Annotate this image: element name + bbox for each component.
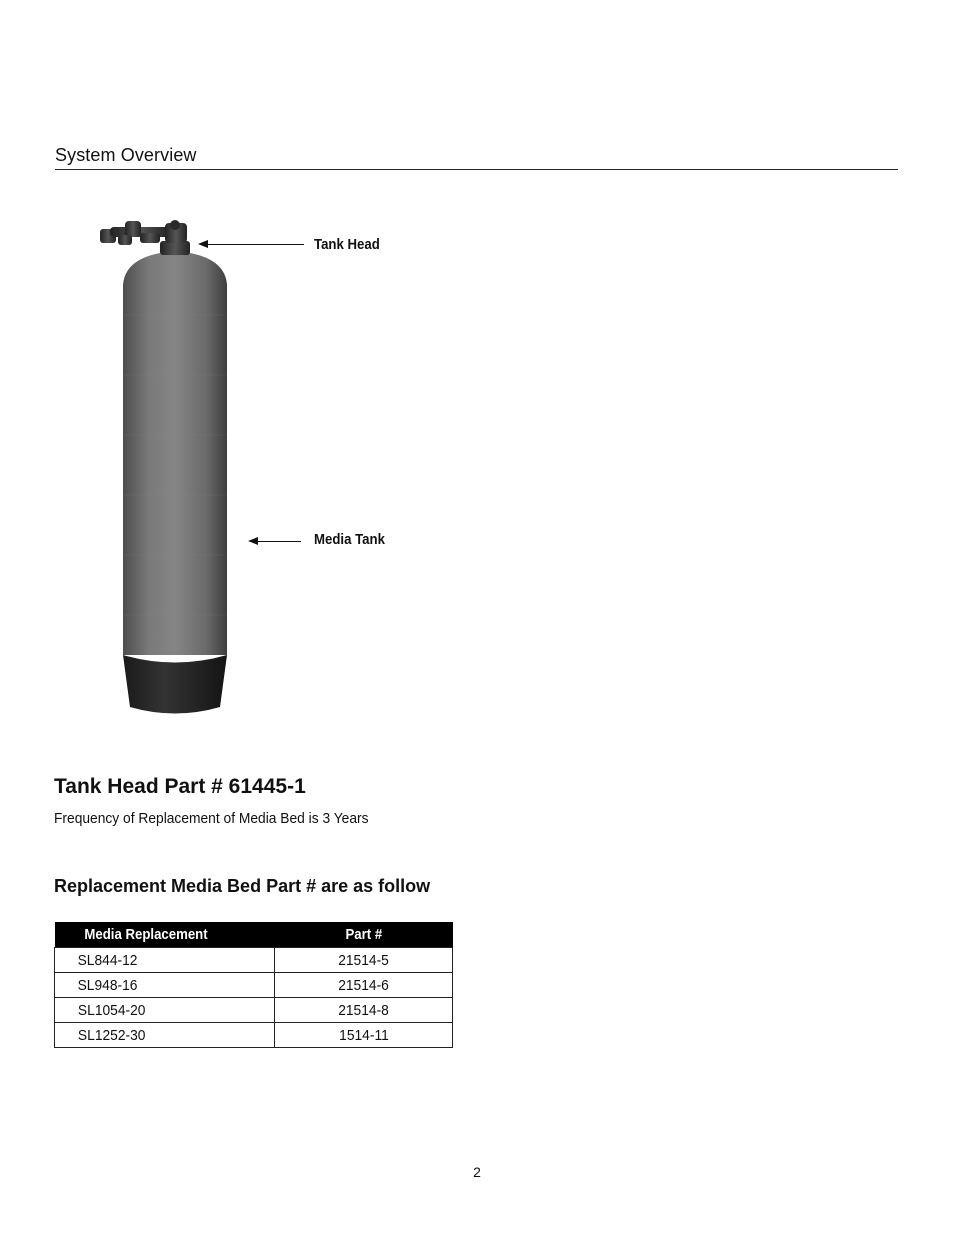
table-header-row	[55, 922, 453, 948]
part-cell: 21514-8	[275, 998, 453, 1023]
part-cell: 1514-11	[275, 1023, 453, 1048]
tank-base	[123, 655, 227, 714]
column-header-part: Part #	[275, 922, 453, 948]
media-tank-label: Media Tank	[314, 531, 385, 548]
page-number: 2	[473, 1164, 481, 1180]
section-divider	[55, 169, 898, 170]
media-replacement-table	[54, 922, 453, 1048]
media-cell: SL844-12	[55, 948, 275, 973]
media-tank-callout-line	[256, 541, 301, 542]
table-row	[55, 998, 453, 1023]
table-row	[55, 948, 453, 973]
table-row	[55, 1023, 453, 1048]
table-row	[55, 973, 453, 998]
tank-neck	[160, 241, 190, 255]
column-header-media: Media Replacement	[55, 922, 275, 948]
media-cell: SL1252-30	[55, 1023, 275, 1048]
media-bed-heading: Replacement Media Bed Part # are as follow	[54, 876, 431, 896]
valve-head	[100, 220, 187, 245]
media-tank-illustration	[80, 215, 250, 720]
part-cell: 21514-6	[275, 973, 453, 998]
part-cell: 21514-5	[275, 948, 453, 973]
tank-body	[123, 251, 227, 655]
media-cell: SL948-16	[55, 973, 275, 998]
tank-head-label: Tank Head	[314, 236, 380, 253]
replacement-frequency-text: Frequency of Replacement of Media Bed is 3 Years	[54, 810, 369, 827]
tank-head-callout-line	[206, 244, 304, 245]
section-title: System Overview	[55, 145, 197, 165]
tank-head-part-title: Tank Head Part # 61445-1	[54, 775, 306, 798]
media-cell: SL1054-20	[55, 998, 275, 1023]
